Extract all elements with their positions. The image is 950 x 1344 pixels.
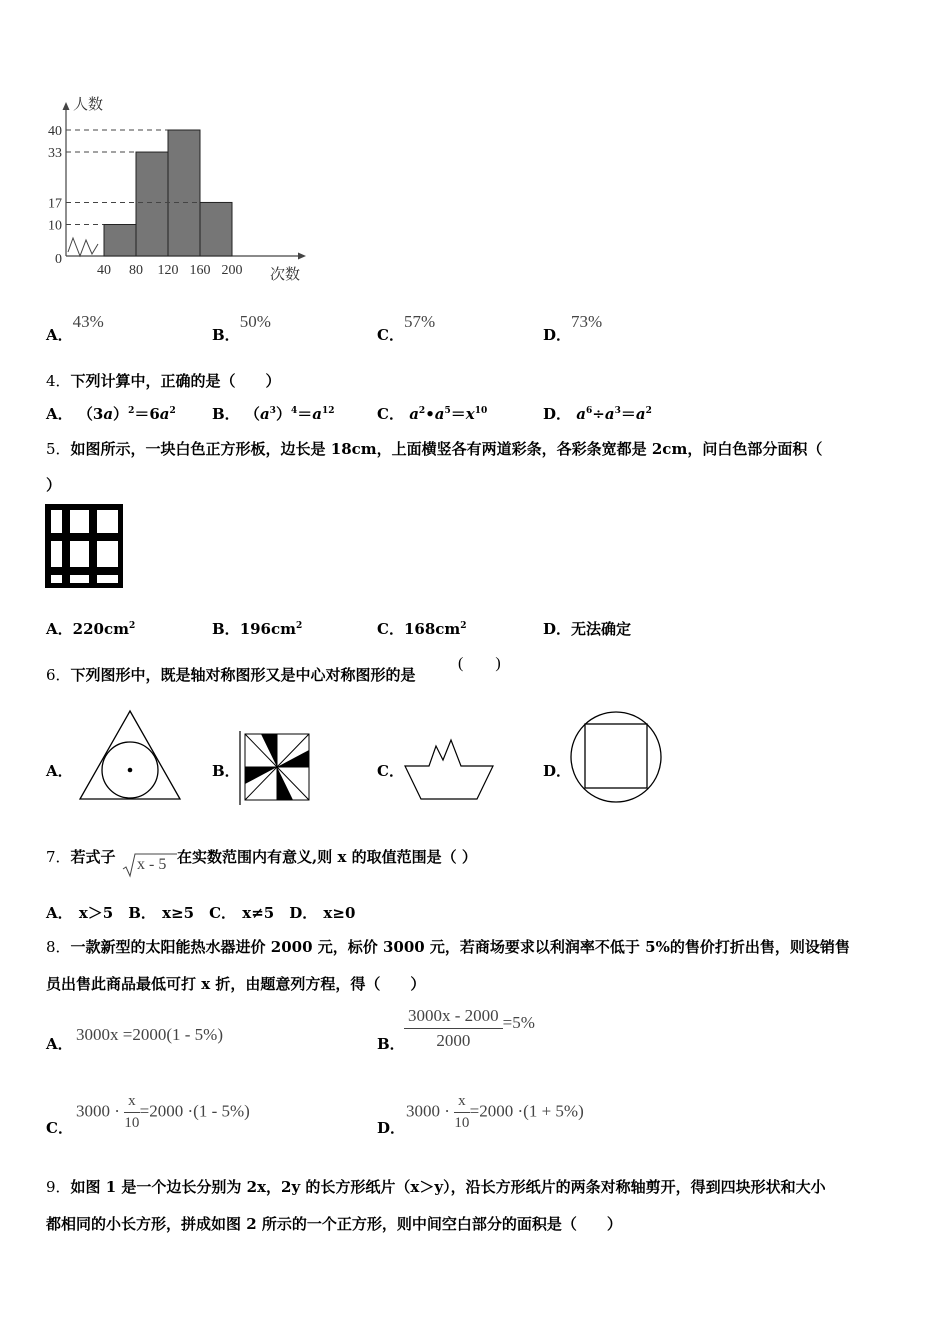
q8-option-a-letter[interactable]: A．	[46, 1035, 73, 1053]
q7-radicand: x - 5	[137, 856, 167, 873]
q8-option-b-expr: $\frac{3000x - 2000}{2000}$ =5%	[404, 1006, 535, 1051]
x-axis-arrow	[298, 253, 306, 260]
x-tick-label: 160	[189, 263, 211, 278]
x-tick-label: 80	[129, 263, 143, 278]
x-axis-title: 次数	[270, 267, 301, 283]
q6-option-d[interactable]: D．	[543, 762, 572, 780]
q8-option-d-expr: 3000 · $\frac{x}{10}$ =2000 ·(1 + 5%)	[406, 1093, 584, 1131]
q8-b-fraction: $\frac{3000x - 2000}{2000}$	[404, 1006, 503, 1051]
q4-option-a[interactable]: A． $(3a)^2=6a^2$	[46, 405, 176, 423]
q4-option-c[interactable]: C． $a^2•a^5=x^{10}$	[377, 405, 488, 423]
q3-option-a[interactable]: A．43%	[46, 312, 104, 344]
q8-option-d-letter[interactable]: D．	[377, 1119, 406, 1137]
histogram-bar	[200, 202, 232, 256]
q5-option-d[interactable]: D．无法确定	[543, 620, 632, 638]
q8-option-b-letter[interactable]: B．	[377, 1035, 405, 1053]
axis-break	[68, 238, 98, 256]
q8-option-c-letter[interactable]: C．	[46, 1119, 73, 1137]
q5-stem-cont: ）	[46, 476, 62, 494]
q6-option-b[interactable]: B．	[212, 762, 240, 780]
histogram-chart	[40, 92, 320, 292]
paper-boat-figure	[403, 738, 495, 802]
q7-options[interactable]: A． x＞5 B． x≥5 C． x≠5 D． x≥0	[46, 904, 356, 922]
q6-stem: 6．下列图形中，既是轴对称图形又是中心对称图形的是	[46, 666, 416, 684]
q6-option-c[interactable]: C．	[377, 762, 404, 780]
q4-option-d[interactable]: D． $a^6\div a^3=a^2$	[543, 405, 652, 423]
q4-option-b[interactable]: B． $(a^3)^4=a^{12}$	[212, 405, 335, 423]
y-axis-arrow	[63, 102, 70, 110]
q5-option-a[interactable]: A．$220cm^2$	[46, 620, 136, 638]
y-tick-label: 33	[48, 146, 62, 162]
q8-option-a-expr: 3000x =2000(1 - 5%)	[76, 1025, 223, 1044]
triangle-circle-figure	[76, 708, 184, 802]
q8-d-fraction: $\frac{x}{10}$	[454, 1093, 470, 1131]
histogram-bar	[168, 130, 200, 256]
histogram-bar	[136, 152, 168, 256]
y-tick-label: 0	[55, 252, 62, 267]
y-tick-label: 10	[48, 218, 62, 234]
circle-square-figure	[568, 709, 664, 805]
q9-stem: 9．如图 1 是一个边长分别为 2x，2y 的长方形纸片（x＞y），沿长方形纸片的两条对称轴剪开，得到四块形状和大小	[46, 1178, 826, 1196]
x-tick-label: 200	[221, 263, 243, 278]
q8-c-fraction: $\frac{x}{10}$	[124, 1093, 140, 1131]
q3-option-c[interactable]: C．57%	[377, 312, 436, 344]
q8-option-c-expr: 3000 · $\frac{x}{10}$ =2000 ·(1 - 5%)	[76, 1093, 250, 1131]
q9-stem-cont: 都相同的小长方形，拼成如图 2 所示的一个正方形，则中间空白部分的面积是（ ）	[46, 1215, 622, 1233]
histogram-bar	[104, 225, 136, 257]
q3-option-d[interactable]: D．73%	[543, 312, 603, 344]
q7-stem: 7．若式子	[46, 848, 116, 866]
q8-stem: 8．一款新型的太阳能热水器进价 2000 元，标价 3000 元，若商场要求以利润率不低于 5%的售价打折出售，则设销售	[46, 938, 850, 956]
pinwheel-figure	[237, 731, 313, 805]
q6-option-a[interactable]: A．	[46, 762, 73, 780]
x-tick-label: 120	[157, 263, 179, 278]
q4-stem: 4．下列计算中，正确的是（ ）	[46, 372, 281, 390]
q6-paren: ( )	[458, 655, 501, 672]
q3-option-b[interactable]: B．50%	[212, 312, 271, 344]
q5-option-c[interactable]: C．$168cm^2$	[377, 620, 467, 638]
q5-option-b[interactable]: B．$196cm^2$	[212, 620, 303, 638]
grid-board-figure	[45, 504, 123, 588]
y-tick-label: 40	[48, 124, 62, 139]
x-tick-label: 40	[97, 263, 111, 278]
q8-stem-cont: 员出售此商品最低可打 x 折，由题意列方程，得（ ）	[46, 975, 426, 993]
q5-stem: 5．如图所示，一块白色正方形板，边长是 18cm，上面横竖各有两道彩条，各彩条宽都是 2cm，问白色部分面积（	[46, 440, 823, 458]
y-tick-label: 17	[48, 196, 62, 212]
y-axis-title: 人数	[73, 97, 104, 113]
q7-stem-cont: 在实数范围内有意义,则 x 的取值范围是（ ）	[177, 848, 477, 866]
